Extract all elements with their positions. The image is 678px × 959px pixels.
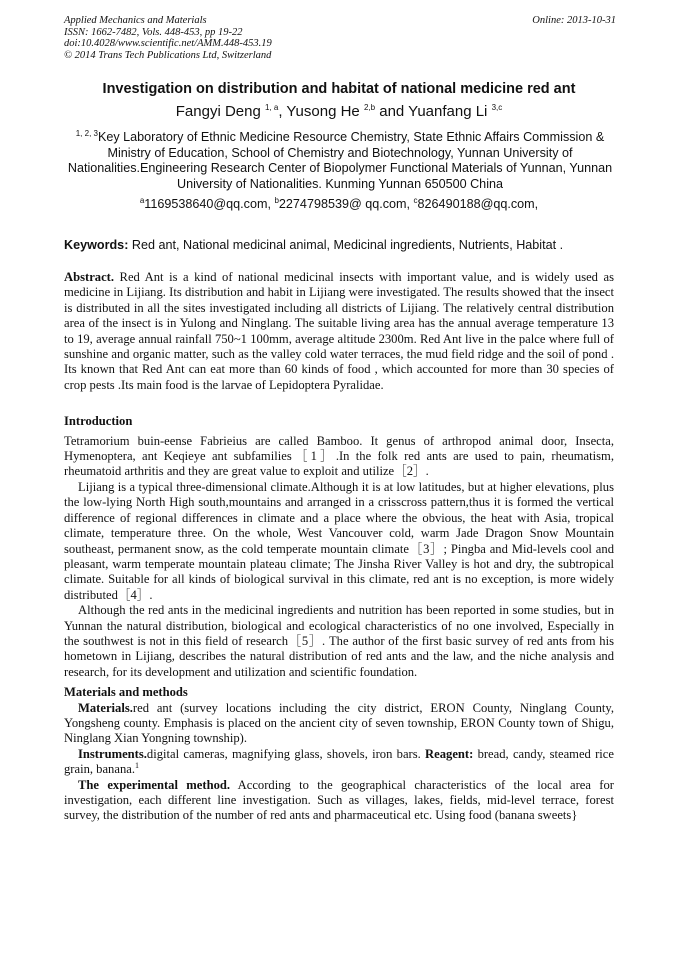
author-superscript: 3,c bbox=[491, 103, 503, 112]
instruments-text: digital cameras, magnifying glass, shovels, iron bars. bbox=[146, 746, 426, 761]
methods-heading: Materials and methods bbox=[64, 685, 188, 700]
paper-title: Investigation on distribution and habitat of national medicine red ant bbox=[102, 81, 576, 97]
reagent-superscript: 1 bbox=[134, 761, 139, 770]
keywords-text: Red ant, National medicinal animal, Medicinal ingredients, Nutrients, Habitat . bbox=[128, 238, 564, 252]
affiliation-text: Key Laboratory of Ethnic Medicine Resource Chemistry, State Ethnic Affairs Commission & Ministry of Education, School of Chemistry and Biotechnology, Yunnan University of Nationalities.Engineering Research Center of Biopolymer Functional Materials of Yunnan, Yunnan University of Nationalities. Kunming Yunnan 650500 China bbox=[67, 130, 613, 191]
introduction-paragraph-1: Tetramorium buin-eense Fabrieius are called Bamboo. It genus of arthropod animal door, Insecta, Hymenoptera, ant Keqieye ant subfamilies［1］.In the folk red ants are used to pain, rheumatism, rheumatoid arthritis and they are great value to exploit and utilize［2］. bbox=[64, 433, 614, 479]
email-address: 1169538640@qq.com, bbox=[144, 197, 275, 211]
author-name: , Yusong He bbox=[278, 103, 364, 120]
materials-paragraph bbox=[64, 701, 614, 747]
introduction-paragraph-2: Lijiang is a typical three-dimensional climate.Although it is at low latitudes, but at higher elevations, plus the low-lying North High south,mountains and arranged in a crisscross pattern,thus it is formed the vertical difference of regional differences in climate and a place where the obvious, the heat with Asia, tropical climate, temperature three. On the whole, West Vancouver cold, warm Jade Dragon Snow Mountain southeast, permanent snow, as the cold temperate mountain climate［3］; Pingba and Mid-levels cool and pleasant, warm temperate mountain plateau climate; The Jinsha River Valley is hot and dry, the subtropical climate. Suitable for all kinds of biological survival in this climate, red ant is no exception, is more widely distributed［4］. bbox=[64, 479, 614, 602]
materials-label: Materials. bbox=[78, 700, 133, 715]
abstract-text: Red Ant is a kind of national medicinal insects with important value, and is widely used as medicine in Lijiang. Its distribution and habit in Lijiang were investigated. The results showed that the insect is distributed in all the sites investigated including all districts of Lijiang. The relatively central distribution area of the insect is in Yulong and Ninglang. The suitable living area has the annual average temperature 13 to 19, average annual rainfall 750~1 100mm, average altitude 2300m. Red Ant live in the palce where full of sunshine and organic matter, such as the valley cold water terraces, the mud field ridge and the soil of pond . Its known that Red Ant can eat more than 60 kinds of food , which accounted for more than 30 species of crop pests .Its main food is the larvae of Lepidoptera Pyralidae. bbox=[64, 270, 614, 392]
keywords-label: Keywords: bbox=[64, 238, 129, 252]
journal-issn: ISSN: 1662-7482, Vols. 448-453, pp 19-22 bbox=[64, 26, 243, 38]
online-date: Online: 2013-10-31 bbox=[532, 15, 616, 26]
affiliation bbox=[64, 130, 616, 192]
abstract-label: Abstract. bbox=[64, 270, 115, 284]
reagent-text: bread, candy, steamed rice grain, banana. bbox=[64, 746, 614, 777]
author-superscript: 2,b bbox=[363, 103, 376, 112]
email-line bbox=[0, 197, 678, 211]
reagent-label: Reagent: bbox=[425, 746, 474, 761]
introduction-paragraph-3: Although the red ants in the medicinal ingredients and nutrition has been reported in some studies, but in Yunnan the natural distribution, biological and ecological characteristics of no one involved, Especially in the southwest is not in this field of research［5］. The author of the first basic survey of red ants from his hometown in Lijiang, describes the natural distribution of red ants and the law, and the niche analysis and research, for its development and utilization and scientific foundation. bbox=[64, 603, 614, 679]
email-address: 2274798539@ qq.com, bbox=[278, 197, 414, 211]
experimental-paragraph bbox=[64, 778, 614, 824]
journal-header bbox=[64, 15, 616, 61]
paper-body bbox=[64, 270, 614, 824]
journal-copyright: © 2014 Trans Tech Publications Ltd, Switzerland bbox=[64, 49, 272, 61]
email-superscript: a bbox=[139, 195, 145, 205]
email-address: 826490188@qq.com, bbox=[417, 197, 539, 211]
author-superscript: 1, a bbox=[264, 103, 279, 112]
introduction-heading: Introduction bbox=[64, 414, 133, 429]
experimental-label: The experimental method. bbox=[78, 777, 231, 792]
instruments-label: Instruments. bbox=[78, 746, 147, 761]
abstract-paragraph bbox=[64, 270, 614, 393]
experimental-text: According to the geographical characteristics of the local area for investigation, each different line investigation. Such as villages, lakes, fields, mid-level terrace, forest survey, the distribution of the number of red ants and pharmaceutical etc. Using food (banana sweets} bbox=[64, 777, 614, 823]
author-name: and Yuanfang Li bbox=[375, 103, 492, 120]
instruments-paragraph bbox=[64, 747, 614, 778]
author-name: Fangyi Deng bbox=[175, 103, 265, 120]
keywords bbox=[64, 238, 616, 252]
affiliation-superscript: 1, 2, 3 bbox=[75, 128, 98, 138]
author-line bbox=[0, 103, 678, 120]
materials-text: red ant (survey locations including the city district, ERON County, Ninglang County, Yongsheng county. Emphasis is placed on the ancient city of seven township, ERON County town of Shigu, Ninglang Xian Yongning township). bbox=[64, 700, 614, 746]
journal-doi: doi:10.4028/www.scientific.net/AMM.448-453.19 bbox=[64, 38, 272, 49]
email-superscript: b bbox=[274, 195, 279, 205]
journal-name: Applied Mechanics and Materials bbox=[64, 15, 207, 26]
email-superscript: c bbox=[413, 195, 418, 205]
